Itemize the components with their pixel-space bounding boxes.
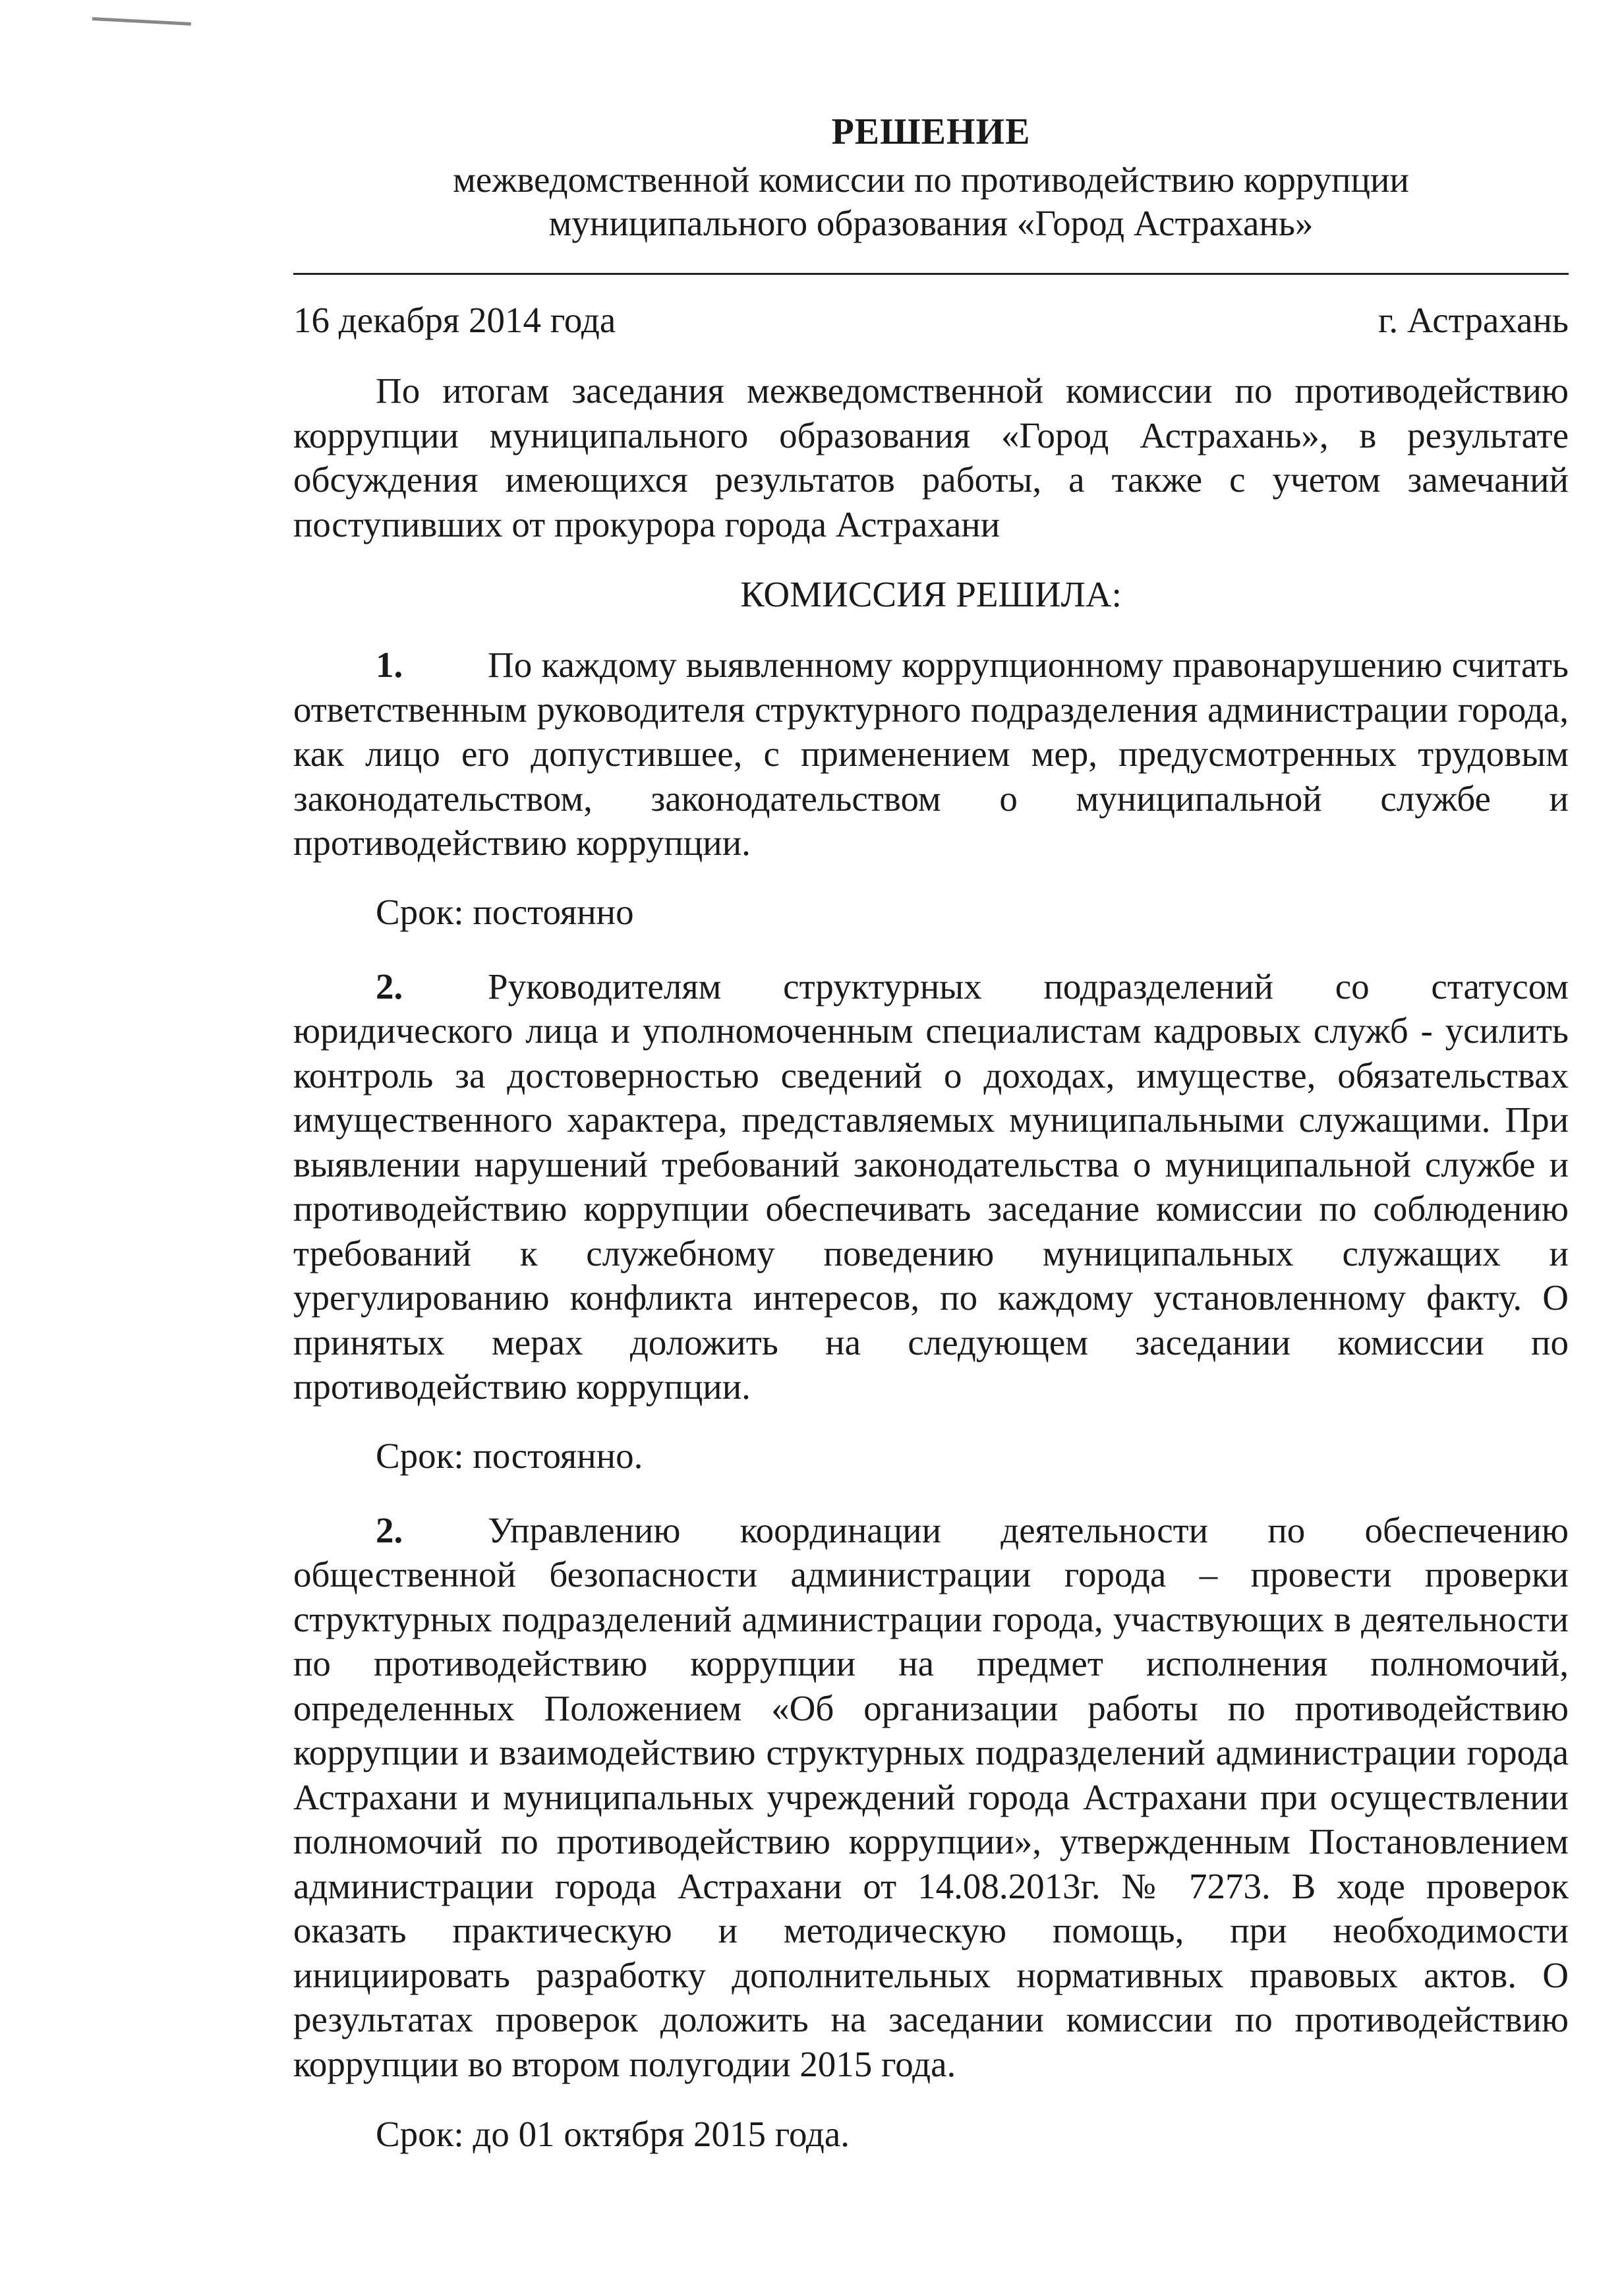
item-term: Срок: постоянно: [376, 891, 634, 932]
item-number: 1.: [376, 645, 403, 685]
item-term: Срок: до 01 октября 2015 года.: [376, 2114, 850, 2154]
document-date: 16 декабря 2014 года: [293, 300, 616, 340]
decision-item-3: [293, 1508, 1569, 2087]
document-subtitle-line-1: межведомственной комиссии по противодействию коррупции: [453, 160, 1409, 200]
item-text: Управлению координации деятельности по обеспечению общественной безопасности администрации города – провести проверки структурных подразделений администрации города, участвующих в деятельности по противодействию коррупции на предмет исполнения полномочий, определенных Положением «Об организации работы по противодействию коррупции и взаимодействию структурных подразделений администрации города Астрахани и муниципальных учреждений города Астрахани при осуществлении полномочий по противодействию коррупции», утвержденным Постановлением администрации города Астрахани от 14.08.2013г. № 7273. В ходе проверок оказать практическую и методическую помощь, при необходимости инициировать разработку дополнительных нормативных правовых актов. О результатах проверок доложить на заседании комиссии по противодействию коррупции во втором полугодии 2015 года.: [293, 1509, 1569, 2084]
item-number: 2.: [376, 966, 403, 1007]
document-subtitle-line-2: муниципального образования «Город Астрахань»: [548, 203, 1314, 243]
document-place: г. Астрахань: [1378, 300, 1569, 340]
date-place-row: [293, 299, 1569, 342]
decision-heading: КОМИССИЯ РЕШИЛА:: [740, 574, 1122, 614]
item-text: Руководителям структурных подразделений со статусом юридического лица и уполномоченным специалистам кадровых служб - усилить контроль за достоверностью сведений о доходах, имуществе, обязательствах имущественного характера, представляемых муниципальными служащими. При выявлении нарушений требований законодательства о муниципальной службе и противодействию коррупции обеспечивать заседание комиссии по соблюдению требований к служебному поведению муниципальных служащих и урегулированию конфликта интересов, по каждому установленному факту. О принятых мерах доложить на следующем заседании комиссии по противодействию коррупции.: [293, 966, 1569, 1407]
header-divider: [293, 273, 1569, 275]
scan-artifact-mark: [92, 17, 191, 26]
item-text: По каждому выявленному коррупционному правонарушению считать ответственным руководителя структурного подразделения администрации города, как лицо его допустившее, с применением мер, предусмотренных трудовым законодательством, законодательством о муниципальной службе и противодействию коррупции.: [293, 645, 1569, 863]
intro-paragraph: По итогам заседания межведомственной комиссии по противодействию коррупции муниципального образования «Город Астрахань», в результате обсуждения имеющихся результатов работы, а также с учетом замечаний поступивших от прокурора города Астрахани: [293, 370, 1569, 544]
decision-item-2: [293, 964, 1569, 1409]
decision-item-1: [293, 643, 1569, 865]
document-title: РЕШЕНИЕ: [831, 111, 1031, 152]
item-term: Срок: постоянно.: [376, 1435, 643, 1476]
item-number: 2.: [376, 1509, 403, 1550]
document-page: [293, 105, 1569, 2186]
